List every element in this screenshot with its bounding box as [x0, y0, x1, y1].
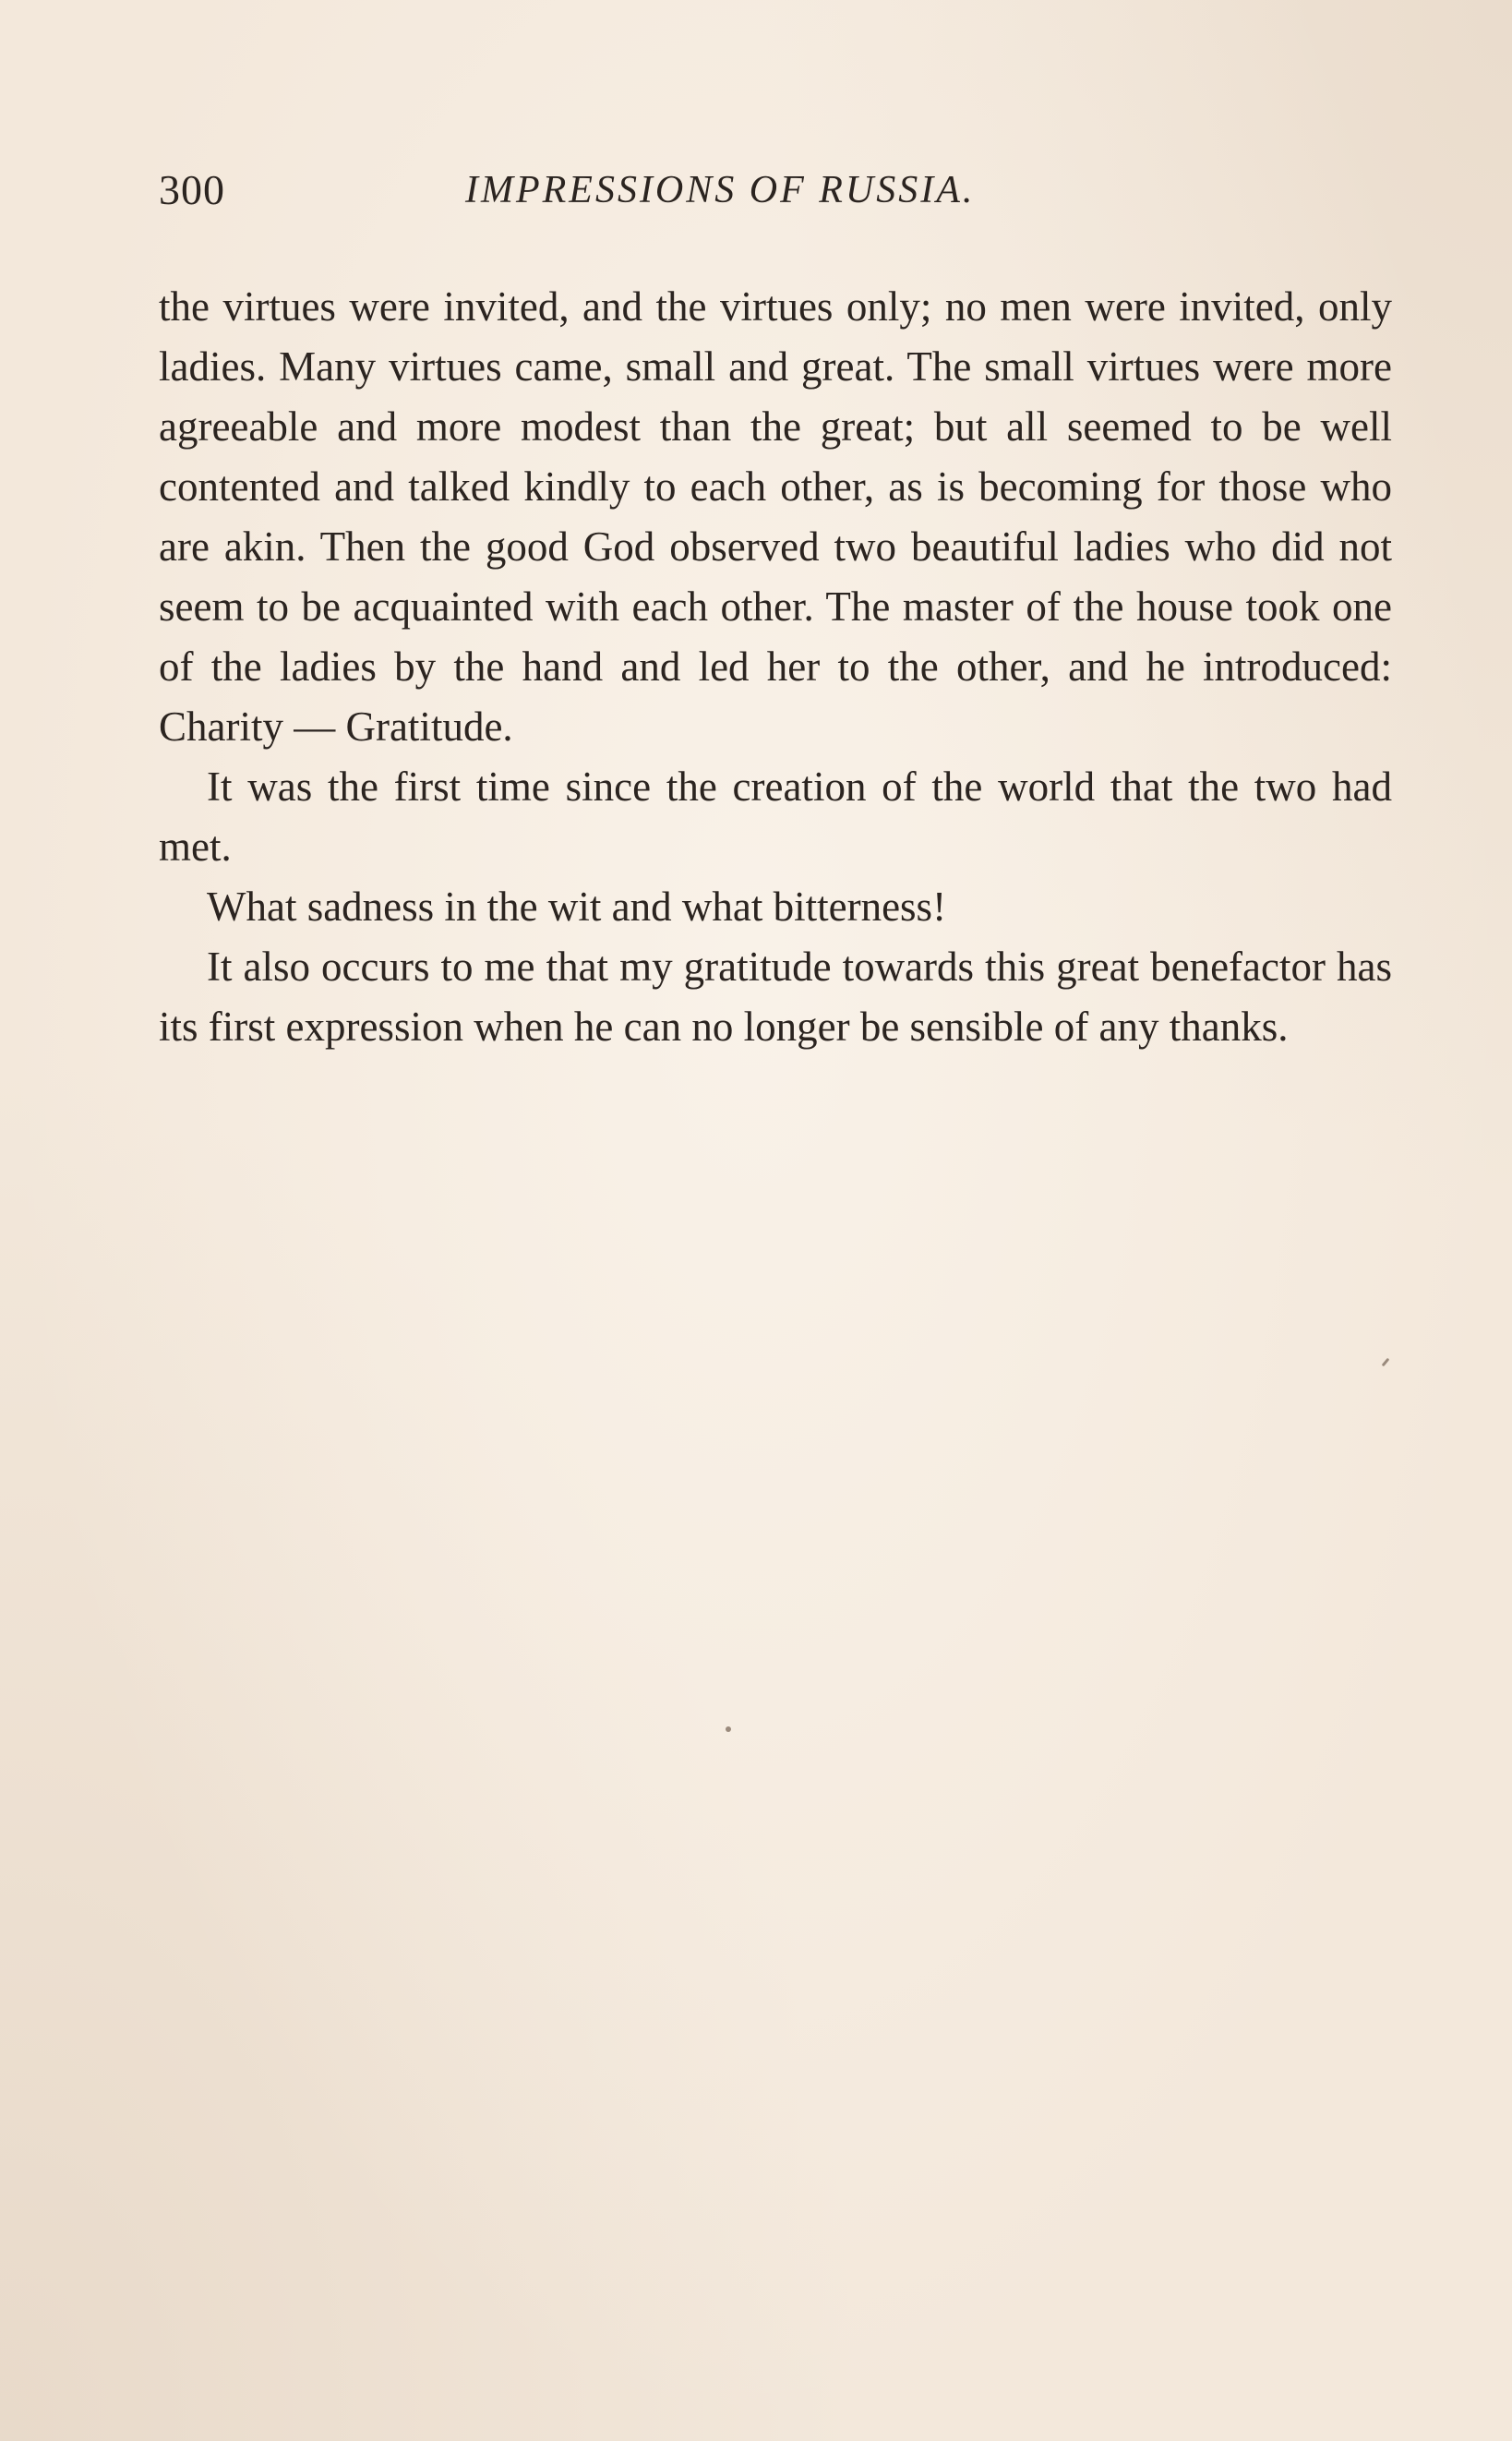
running-title: IMPRESSIONS OF RUSSIA. [465, 169, 976, 211]
running-head [159, 162, 1082, 218]
paper-speck [1382, 1358, 1390, 1367]
body-text [159, 277, 1392, 1057]
paragraph-continued: the virtues were invited, and the virtues only; no men were invited, only ladies. Many virtues came, small and great. The small virtues were more agreeable and more modest than the great; but all seemed to be well contented and talked kindly to each other, as is becoming for those who are akin. Then the good God observed two beautiful ladies who did not seem to be acquainted with each other. The master of the house took one of the ladies by the hand and led her to the other, and he introduced: Charity — Gratitude. [159, 283, 1392, 750]
paper-speck [726, 1726, 731, 1732]
paragraph: It was the first time since the creation of the world that the two had met. [159, 764, 1392, 870]
paragraph: What sadness in the wit and what bitterness! [207, 884, 947, 930]
paragraph: It also occurs to me that my gratitude towards this great benefactor has its first expression when he can no longer be sensible of any thanks. [159, 944, 1392, 1050]
page-number: 300 [159, 166, 225, 213]
